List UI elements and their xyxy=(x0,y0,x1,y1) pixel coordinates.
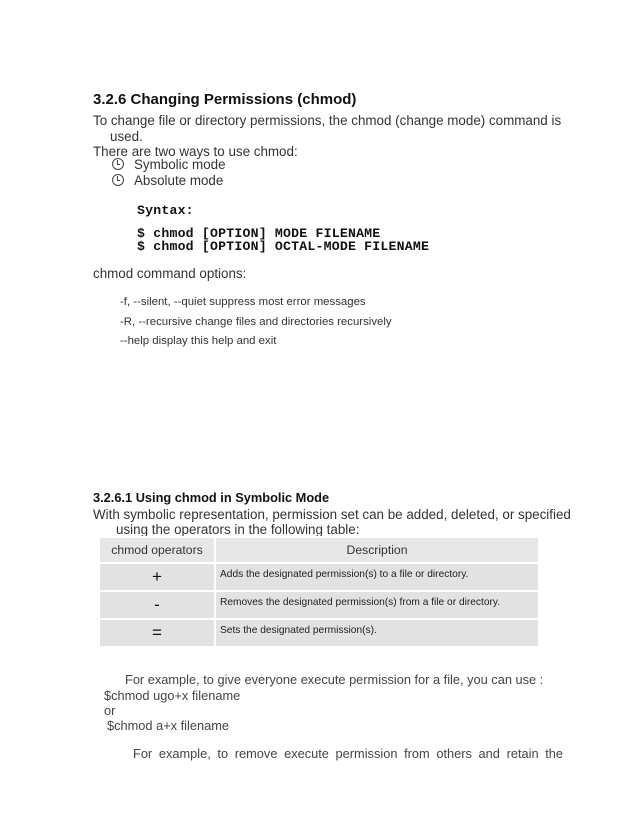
example-2-text: For example, to remove execute permission from others and retain the xyxy=(133,746,564,761)
section-title: 3.2.6 Changing Permissions (chmod) xyxy=(93,91,357,108)
description-cell: Removes the designated permission(s) from a file or directory. xyxy=(215,591,539,619)
clock-icon xyxy=(112,174,124,186)
table-row xyxy=(99,563,539,591)
intro-line-1: To change file or directory permissions, the chmod (change mode) command is xyxy=(93,113,562,128)
subsection-line-2: using the operators in the following table: xyxy=(116,522,360,537)
description-cell: Sets the designated permission(s). xyxy=(215,619,539,647)
operator-cell: - xyxy=(99,591,215,619)
column-header-description: Description xyxy=(215,537,539,563)
table-row xyxy=(99,591,539,619)
column-header-operators: chmod operators xyxy=(99,537,215,563)
intro-line-2: used. xyxy=(110,129,143,144)
mode-item-absolute xyxy=(112,173,223,188)
clock-icon xyxy=(112,158,124,170)
table-header-row xyxy=(99,537,539,563)
operator-cell: + xyxy=(99,563,215,591)
mode-label: Symbolic mode xyxy=(134,157,226,172)
operator-cell: = xyxy=(99,619,215,647)
subsection-line-1: With symbolic representation, permission set can be added, deleted, or specified xyxy=(93,507,571,522)
mode-label: Absolute mode xyxy=(134,173,224,188)
options-heading: chmod command options: xyxy=(93,266,247,281)
syntax-line-2: $ chmod [OPTION] OCTAL-MODE FILENAME xyxy=(137,239,430,254)
example-2-command: $chmod a+x filename xyxy=(107,718,229,733)
example-or: or xyxy=(104,703,116,718)
option-item: -f, --silent, --quiet suppress most error messages xyxy=(120,296,366,308)
option-item: --help display this help and exit xyxy=(120,335,277,347)
subsection-title: 3.2.6.1 Using chmod in Symbolic Mode xyxy=(93,490,330,505)
table-row xyxy=(99,619,539,647)
syntax-line-1: $ chmod [OPTION] MODE FILENAME xyxy=(137,226,381,241)
example-1-command: $chmod ugo+x filename xyxy=(104,688,241,703)
description-cell: Adds the designated permission(s) to a file or directory. xyxy=(215,563,539,591)
syntax-heading: Syntax: xyxy=(137,203,194,218)
mode-item-symbolic xyxy=(112,157,226,172)
example-1-text: For example, to give everyone execute permission for a file, you can use : xyxy=(125,672,544,687)
ways-line: There are two ways to use chmod: xyxy=(93,144,298,159)
option-item: -R, --recursive change files and directories recursively xyxy=(120,316,392,328)
operators-table xyxy=(98,536,540,648)
